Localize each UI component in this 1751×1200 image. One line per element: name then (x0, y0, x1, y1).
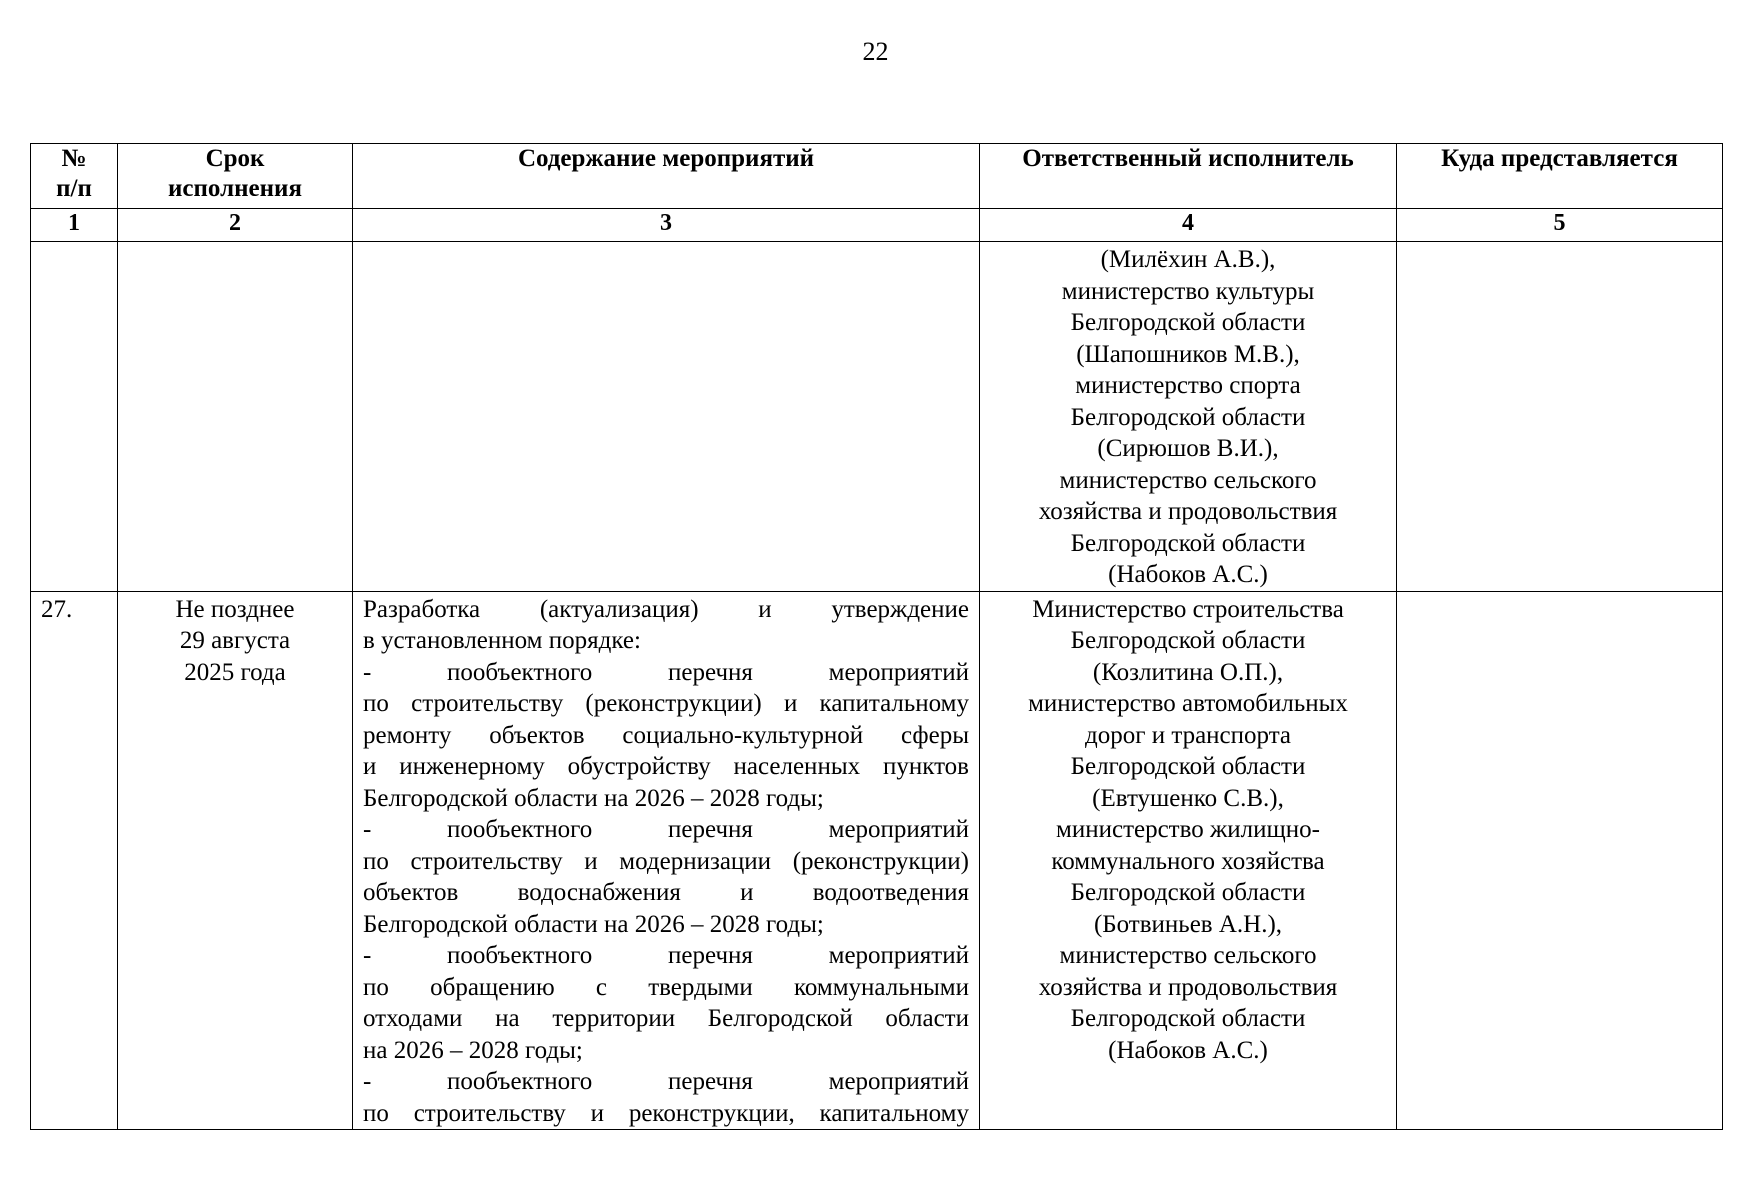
row-2-responsible-line: министерство жилищно- (1056, 816, 1320, 843)
row-2-content-line: по строительству и реконструкции, капитальному (363, 1099, 969, 1127)
row-1-responsible-line: министерство спорта (1075, 372, 1301, 399)
row-1-term (118, 242, 353, 592)
column-number-1: 1 (31, 209, 118, 242)
row-2-content-line: по строительству (реконструкции) и капитальному (363, 690, 969, 717)
row-1-responsible-line: (Набоков А.С.) (1108, 561, 1268, 588)
measures-table (30, 143, 1723, 1130)
row-2-content-line: - пообъектного перечня мероприятий (363, 816, 969, 843)
row-2-content-line: Разработка (актуализация) и утверждение (363, 595, 969, 623)
row-1-responsible-line: (Шапошников М.В.), (1076, 340, 1300, 368)
row-2-content-line: отходами на территории Белгородской области (363, 1005, 969, 1032)
row-2-responsible-line: хозяйства и продовольствия (1038, 973, 1338, 1001)
row-2-content (353, 591, 980, 1130)
row-2-term-line: 2025 года (184, 658, 286, 686)
row-1-responsible-line: Белгородской области (1070, 529, 1306, 557)
row-2-number: 27. (31, 591, 118, 1130)
column-number-3: 3 (353, 209, 980, 242)
row-1-content (353, 242, 980, 592)
row-1-number (31, 242, 118, 592)
row-2-content-line: Белгородской области на 2026 – 2028 годы; (363, 910, 824, 938)
header-recipient: Куда представляется (1397, 144, 1723, 209)
header-term-line-2: исполнения (168, 175, 302, 202)
column-number-2: 2 (118, 209, 353, 242)
row-2-responsible-line: (Ботвиньев А.Н.), (1093, 910, 1283, 938)
row-2-content-line: объектов водоснабжения и водоотведения (363, 879, 969, 906)
row-2-responsible-line: (Козлитина О.П.), (1092, 658, 1284, 686)
row-2-content-line: Белгородской области на 2026 – 2028 годы; (363, 784, 824, 812)
row-2-content-line: - пообъектного перечня мероприятий (363, 1068, 969, 1095)
header-row (31, 144, 1723, 209)
header-no-line-1: № (61, 145, 87, 172)
header-responsible: Ответственный исполнитель (980, 144, 1397, 209)
header-no-line-2: п/п (56, 175, 92, 202)
row-2-content-line: по строительству и модернизации (реконструкции) (363, 847, 969, 875)
header-content: Содержание мероприятий (353, 144, 980, 209)
row-2-content-line: на 2026 – 2028 годы; (363, 1036, 583, 1064)
column-number-row (31, 209, 1723, 242)
row-1-responsible-line: министерство сельского (1059, 466, 1317, 494)
row-1-responsible (980, 242, 1397, 592)
table-row (31, 242, 1723, 592)
row-1-responsible-line: хозяйства и продовольствия (1038, 498, 1338, 525)
row-2-content-line: в установленном порядке: (363, 627, 641, 654)
header-term-line-1: Срок (205, 145, 265, 172)
header-no (31, 144, 118, 209)
page-number: 22 (862, 37, 889, 66)
row-2-responsible-line: коммунального хозяйства (1051, 847, 1325, 875)
row-2-content-line: по обращению с твердыми коммунальными (363, 973, 969, 1001)
table-row (31, 591, 1723, 1130)
row-2-responsible-line: Белгородской области (1070, 1005, 1306, 1032)
header-term (118, 144, 353, 209)
row-2-responsible-line: Белгородской области (1070, 627, 1306, 654)
row-2-recipient (1397, 591, 1723, 1130)
row-1-responsible-line: Белгородской области (1070, 309, 1306, 336)
row-2-responsible-line: Белгородской области (1070, 879, 1306, 906)
row-1-responsible-line: министерство культуры (1061, 277, 1315, 305)
row-2-responsible-line: Министерство строительства (1032, 595, 1344, 623)
row-1-recipient (1397, 242, 1723, 592)
row-2-responsible (980, 591, 1397, 1130)
row-2-content-line: - пообъектного перечня мероприятий (363, 942, 969, 969)
row-2-responsible-line: дорог и транспорта (1084, 721, 1292, 749)
row-2-term-line: 29 августа (179, 627, 291, 654)
column-number-4: 4 (980, 209, 1397, 242)
row-2-content-line: и инженерному обустройству населенных пунктов (363, 753, 969, 780)
row-2-term (118, 591, 353, 1130)
row-2-responsible-line: министерство сельского (1059, 942, 1317, 969)
row-1-responsible-line: (Милёхин А.В.), (1100, 246, 1276, 273)
row-2-responsible-line: (Набоков А.С.) (1108, 1036, 1268, 1064)
row-2-content-line: - пообъектного перечня мероприятий (363, 658, 969, 686)
row-2-responsible-line: (Евтушенко С.В.), (1092, 784, 1284, 812)
row-2-term-line: Не позднее (175, 595, 295, 623)
column-number-5: 5 (1397, 209, 1723, 242)
row-2-responsible-line: Белгородской области (1070, 753, 1306, 780)
row-1-responsible-line: Белгородской области (1070, 403, 1306, 431)
row-1-responsible-line: (Сирюшов В.И.), (1097, 435, 1279, 462)
row-2-responsible-line: министерство автомобильных (1028, 690, 1348, 717)
row-2-content-line: ремонту объектов социально-культурной сферы (363, 721, 969, 749)
